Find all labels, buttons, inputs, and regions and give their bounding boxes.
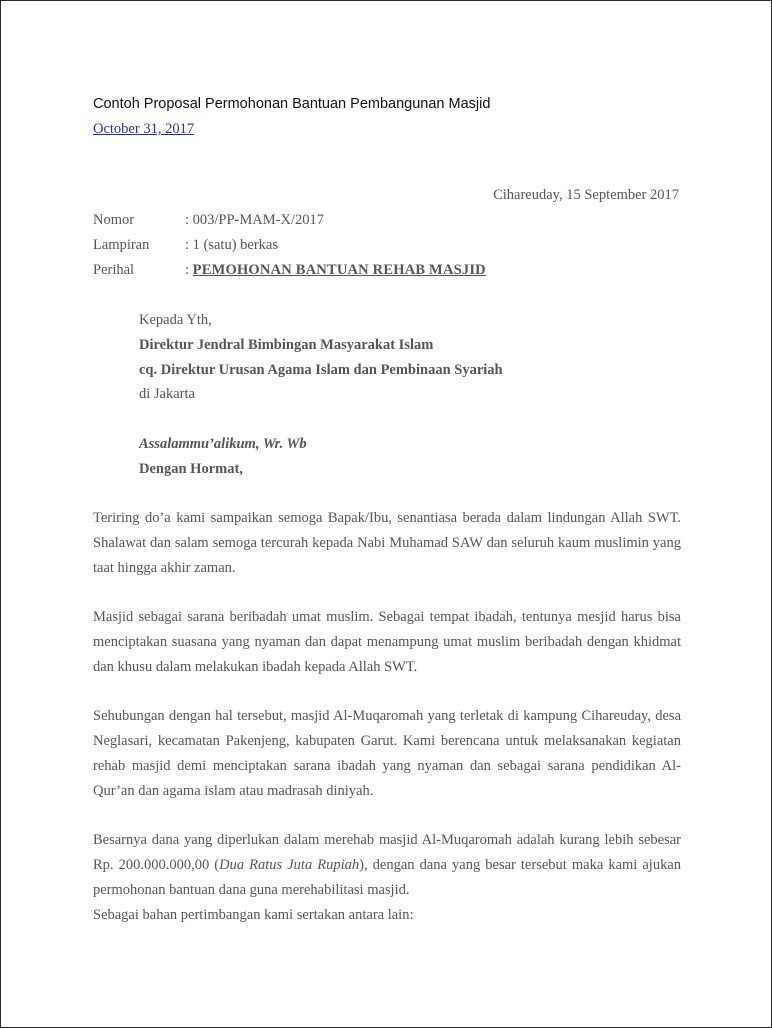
amount-in-words: Dua Ratus Juta Rupiah xyxy=(219,857,360,873)
address-to: Kepada Yth, xyxy=(139,312,212,328)
meta-value-container xyxy=(185,262,486,279)
paragraph-text: Sehubungan dengan hal tersebut, masjid Al-Muqaromah yang terletak di kampung Cihareuday, desa Neglasari, kecamatan Pakenjeng, kabupaten Garut. Kami berencana untuk melaksanakan kegiatan rehab masjid demi menciptakan sarana ibadah yang nyaman dan sebagai sarana pendidikan Al-Qur’an dan agama islam atau madrasah diniyah. xyxy=(93,708,681,799)
paragraph-text: Masjid sebagai sarana beribadah umat muslim. Sebagai tempat ibadah, tentunya mesjid harus bisa menciptakan suasana yang nyaman dan dapat menampung umat muslim beribadah dengan khidmat dan khusu dalam melakukan ibadah kepada Allah SWT. xyxy=(93,609,681,675)
post-date-link[interactable]: October 31, 2017 xyxy=(93,121,195,137)
address-line3: di Jakarta xyxy=(139,386,195,402)
meta-value: : 1 (satu) berkas xyxy=(185,237,279,253)
meta-label: Lampiran xyxy=(93,237,150,253)
greeting-hormat: Dengan Hormat, xyxy=(139,461,243,477)
paragraph-text-part: ), dengan dana yang besar tersebut maka kami ajukan permohonan bantuan dana guna merehabilitasi masjid. xyxy=(93,857,682,898)
paragraph-text: Teriring do’a kami sampaikan semoga Bapak/Ibu, senantiasa berada dalam lindungan Allah SWT. Shalawat dan salam semoga tercurah kepada Nabi Muhamad SAW dan seluruh kaum muslimin yang taat hingga akhir zaman. xyxy=(93,510,681,576)
page-title: Contoh Proposal Permohonan Bantuan Pembangunan Masjid xyxy=(93,96,491,112)
meta-value: : 003/PP-MAM-X/2017 xyxy=(185,212,324,228)
address-line2: cq. Direktur Urusan Agama Islam dan Pembinaan Syariah xyxy=(139,362,503,378)
greeting-salam: Assalammu’alikum, Wr. Wb xyxy=(139,436,307,452)
subject-text: PEMOHONAN BANTUAN REHAB MASJID xyxy=(192,262,486,278)
paragraph-4 xyxy=(93,828,681,928)
paragraph-text-part: Besarnya dana yang diperlukan dalam merehab masjid Al-Muqaromah adalah kurang lebih sebesar Rp. 200.000.000,00 ( xyxy=(93,832,681,873)
meta-label: Perihal xyxy=(93,262,135,278)
place-date: Cihareuday, 15 September 2017 xyxy=(493,187,679,203)
meta-label: Nomor xyxy=(93,212,135,228)
paragraph-text xyxy=(93,828,681,903)
meta-colon: : xyxy=(185,262,193,278)
paragraph-3 xyxy=(93,704,681,804)
paragraph-text-list-intro: Sebagai bahan pertimbangan kami sertakan antara lain: xyxy=(93,907,414,923)
paragraph-1 xyxy=(93,506,681,581)
address-line1: Direktur Jendral Bimbingan Masyarakat Islam xyxy=(139,337,434,353)
paragraph-2 xyxy=(93,605,681,680)
